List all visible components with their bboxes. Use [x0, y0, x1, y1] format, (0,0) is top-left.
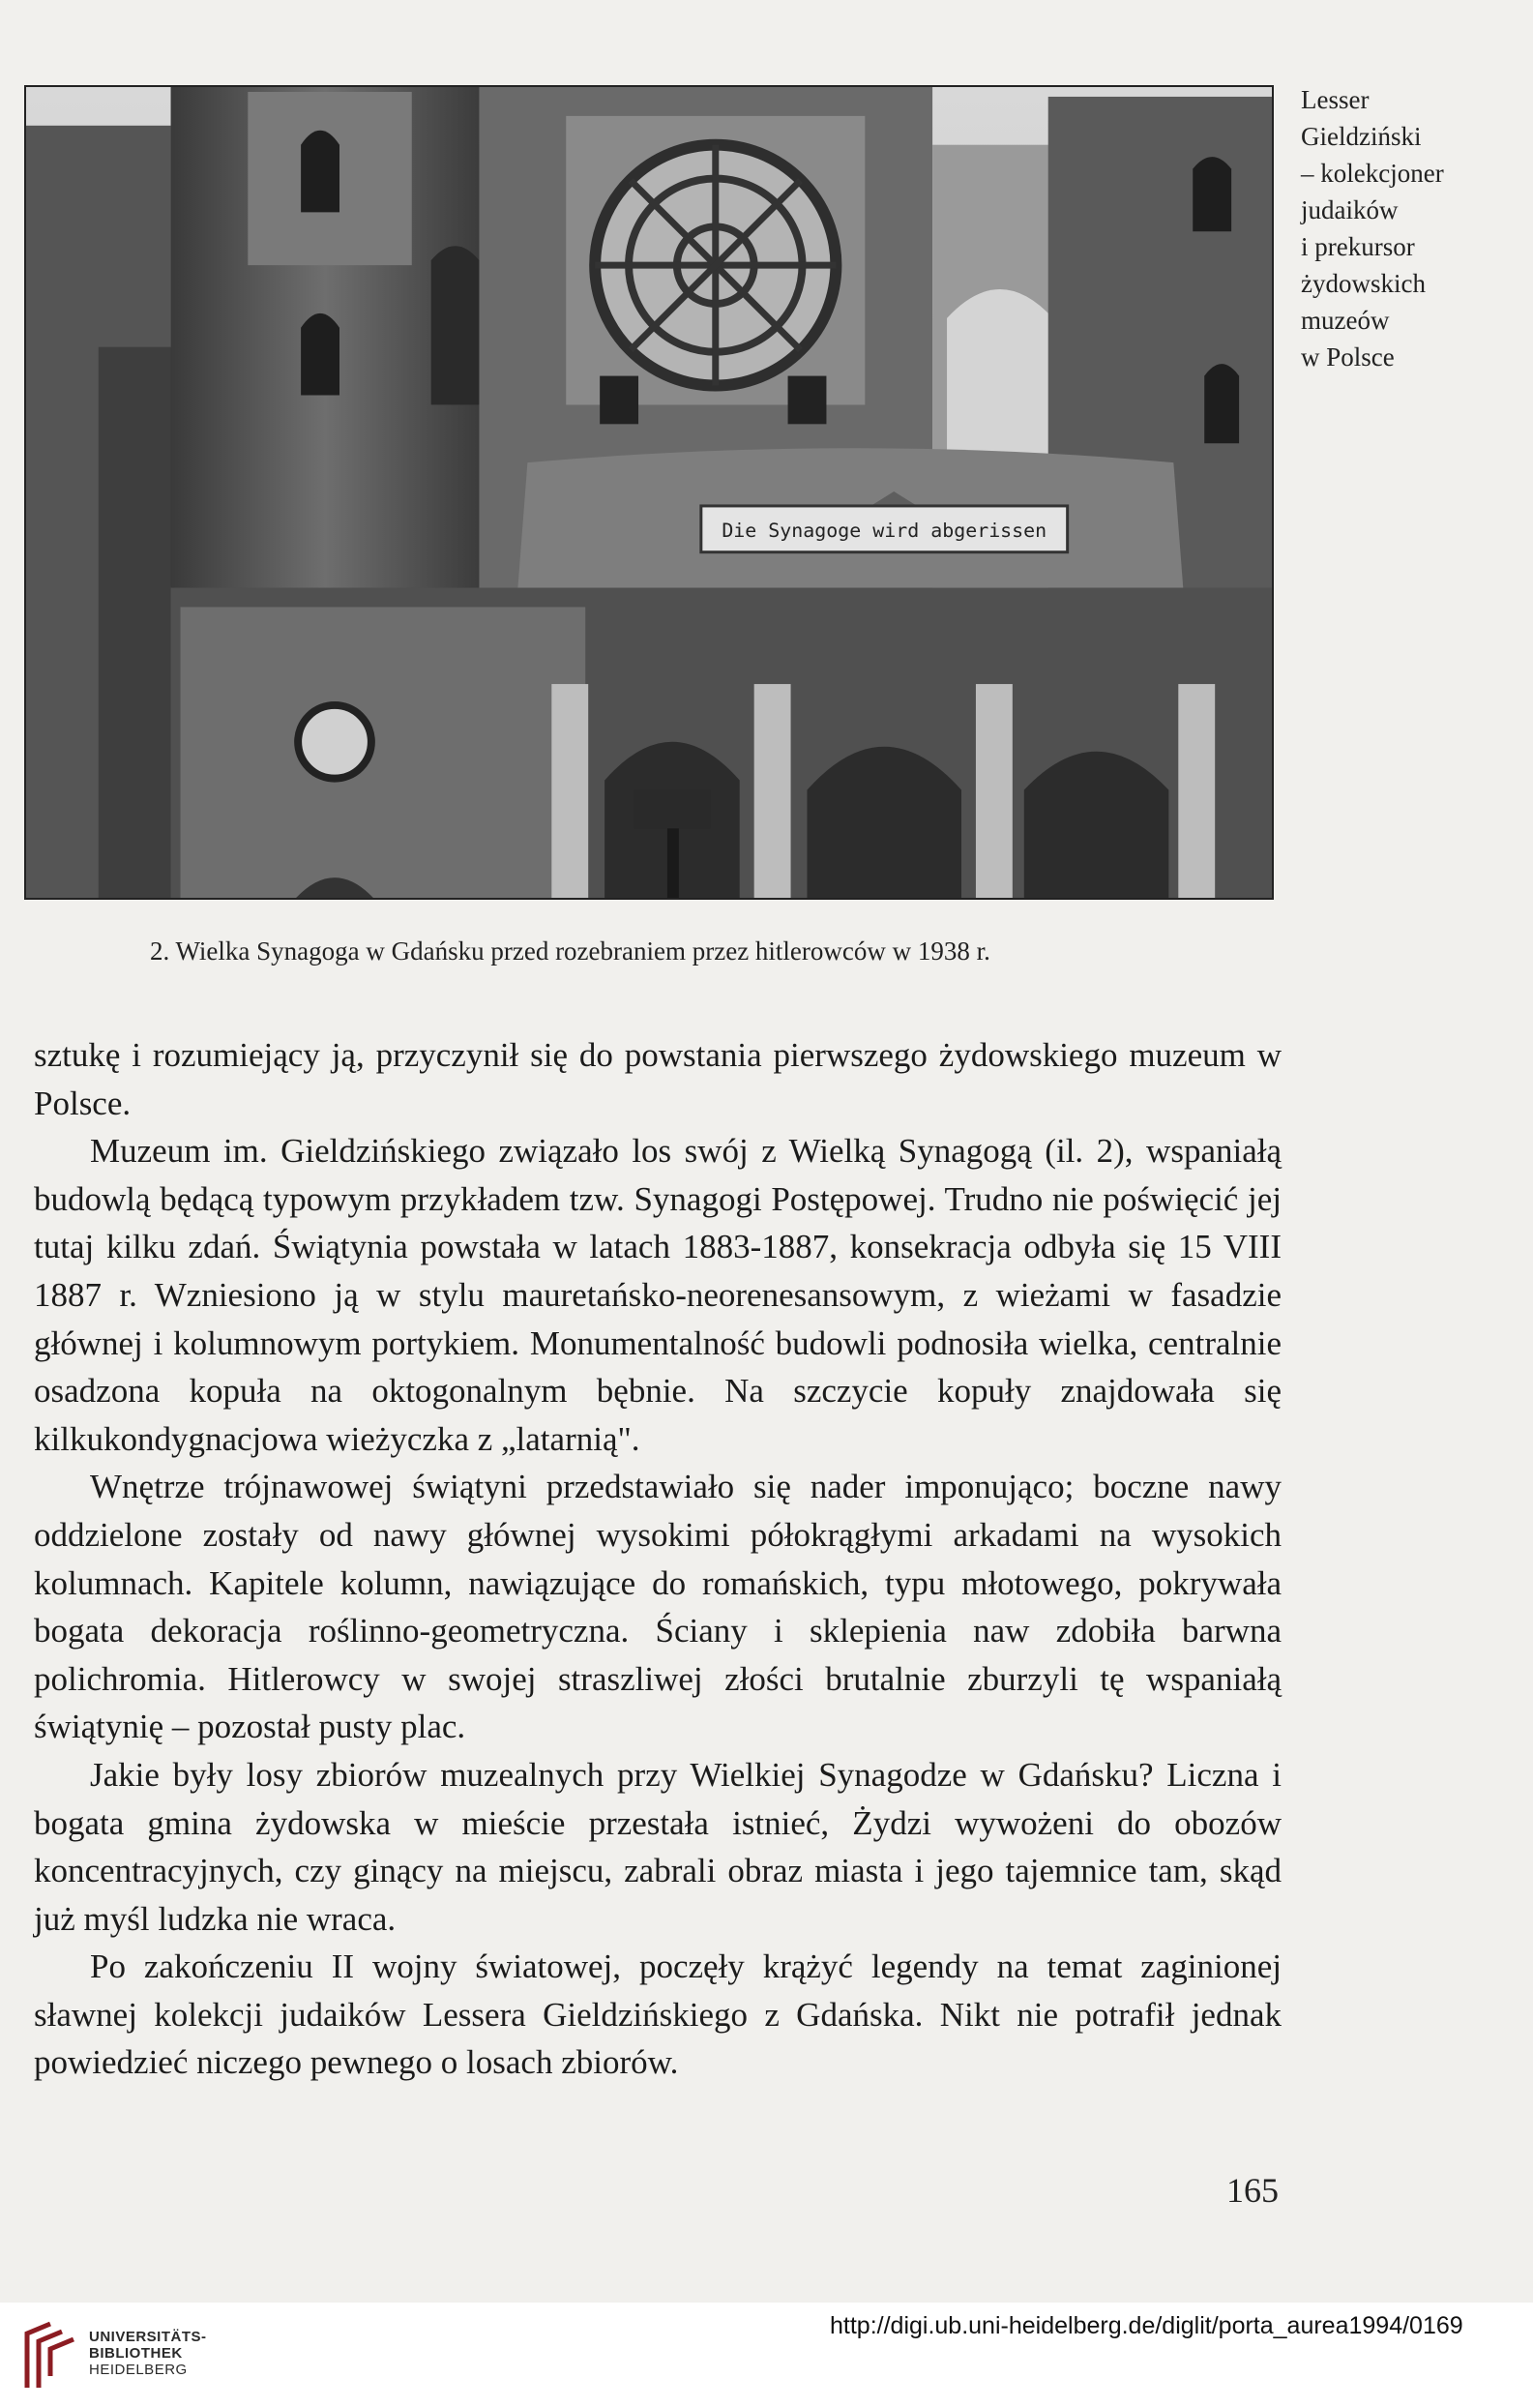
paragraph: sztukę i rozumiejący ją, przyczynił się do powstania pierwszego żydowskiego muzeum w Polsce.	[34, 1036, 1282, 1122]
source-url-link[interactable]: http://digi.ub.uni-heidelberg.de/diglit/porta_aurea1994/0169	[830, 2312, 1463, 2339]
body-text	[34, 1031, 1282, 2087]
margin-note-line: – kolekcjoner	[1301, 159, 1444, 188]
library-logo-text[interactable]	[89, 2329, 207, 2378]
banner-text: Die Synagoge wird abgerissen	[722, 519, 1047, 542]
margin-note-line: żydowskich	[1301, 269, 1426, 298]
paragraph: Wnętrze trójnawowej świątyni przedstawiało się nader imponująco; boczne nawy oddzielone zostały od nawy głównej wysokimi półokrągłymi arkadami na wysokich kolumnach. Kapitele kolumn, nawiązujące do romańskich, typu młotowego, pokrywała bogata dekoracja roślinno-geometryczna. Ściany i sklepienia naw zdobiła barwna polichromia. Hitlerowcy w swojej straszliwej złości brutalnie zburzyli tę wspaniałą świątynię – pozostał pusty plac.	[34, 1468, 1282, 1746]
logo-line: UNIVERSITÄTS-	[89, 2329, 207, 2345]
margin-note	[1301, 81, 1523, 375]
margin-note-line: Lesser	[1301, 85, 1370, 114]
paragraph: Muzeum im. Gieldzińskiego związało los swój z Wielką Synagogą (il. 2), wspaniałą budowlą będącą typowym przykładem tzw. Synagogi Postępowej. Trudno nie poświęcić jej tutaj kilku zdań. Świątynia powstała w latach 1883-1887, konsekracja odbyła się 15 VIII 1887 r. Wzniesiono ją w stylu mauretańsko-neorenesansowym, z wieżami w fasadzie głównej i kolumnowym portykiem. Monumentalność budowli podnosiła wielka, centralnie osadzona kopuła na oktogonalnym bębnie. Na szczycie kopuły znajdowała się kilkukondygnacjowa wieżyczka z „latarnią".	[34, 1132, 1282, 1458]
paragraph: Jakie były losy zbiorów muzealnych przy Wielkiej Synagodze w Gdańsku? Liczna i bogata gmina żydowska w mieście przestała istnieć, Żydzi wywożeni do obozów koncentracyjnych, czy ginący na miejscu, zabrali obraz miasta i jego tajemnice tam, skąd już myśl ludzka nie wraca.	[34, 1755, 1282, 1938]
figure-caption: 2. Wielka Synagoga w Gdańsku przed rozebraniem przez hitlerowców w 1938 r.	[150, 936, 990, 966]
ub-heidelberg-logo-icon[interactable]	[21, 2320, 77, 2390]
synagogue-photo	[24, 85, 1274, 900]
synagogue-facade-illustration	[26, 87, 1272, 898]
margin-note-line: w Polsce	[1301, 342, 1395, 372]
paragraph: Po zakończeniu II wojny światowej, poczęły krążyć legendy na temat zaginionej sławnej kolekcji judaików Lessera Gieldzińskiego z Gdańska. Nikt nie potrafił jednak powiedzieć niczego pewnego o losach zbiorów.	[34, 1947, 1282, 2082]
margin-note-line: judaików	[1301, 195, 1399, 224]
page-number: 165	[1226, 2171, 1279, 2210]
margin-note-line: muzeów	[1301, 306, 1390, 335]
logo-line: HEIDELBERG	[89, 2362, 188, 2378]
logo-line: BIBLIOTHEK	[89, 2345, 183, 2362]
margin-note-line: Gieldziński	[1301, 122, 1422, 151]
margin-note-line: i prekursor	[1301, 232, 1415, 261]
